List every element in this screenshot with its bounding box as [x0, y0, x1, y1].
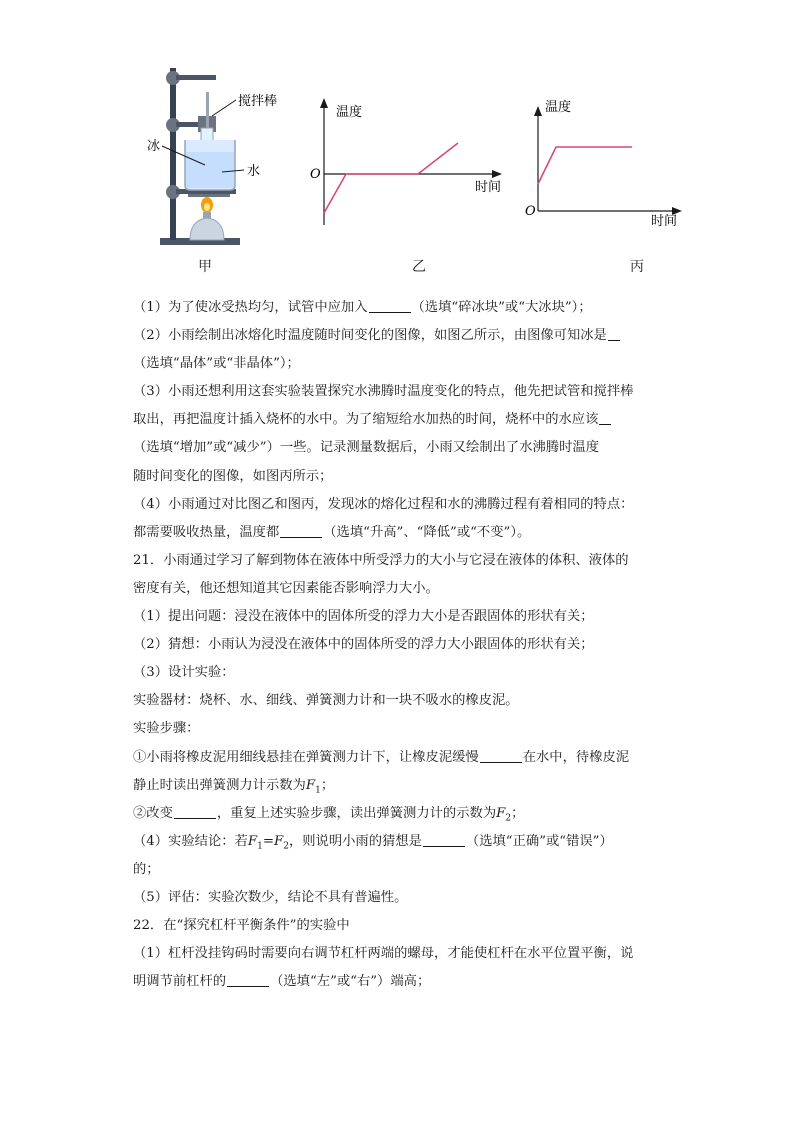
symbol-f: F [496, 805, 506, 821]
apparatus-drawing [160, 68, 244, 245]
graph-b-xlabel: 时间 [475, 180, 502, 195]
text-segment: （选填“碎冰块”或“大冰块”）； [411, 300, 592, 315]
subscript: 1 [315, 785, 321, 796]
answer-blank[interactable] [599, 410, 611, 425]
text-line-12 [133, 603, 673, 631]
answer-blank[interactable] [280, 523, 322, 538]
text-segment: （选填“晶体”或“非晶体”）； [133, 356, 300, 372]
water-label: 水 [247, 164, 261, 179]
question-text [133, 294, 673, 996]
text-line-1 [133, 294, 673, 322]
symbol-f: F [247, 833, 258, 849]
text-segment: 取出，再把温度计插入烧杯的水中。为了缩短给水加热的时间，烧杯中的水应该 [133, 412, 599, 428]
answer-blank[interactable] [227, 972, 269, 987]
text-line-8 [133, 491, 673, 519]
text-segment: 在水中，待橡皮泥 [522, 749, 630, 765]
equals-sign: = [262, 833, 274, 849]
text-segment: 22．在“探究杠杆平衡条件”的实验中 [133, 918, 350, 934]
symbol-f: F [273, 833, 284, 849]
text-line-24 [133, 940, 673, 968]
text-line-14 [133, 659, 673, 687]
text-segment: （1）为了使冰受热均匀，试管中应加入 [133, 300, 368, 315]
graph-b-ylabel: 温度 [336, 105, 363, 120]
text-segment: ； [511, 805, 525, 821]
text-segment: 静止时读出弹簧测力计示数为 [133, 777, 306, 793]
text-line-2 [133, 322, 673, 350]
caption-bing: 丙 [630, 259, 644, 275]
text-segment: （选填“左”或“右”）端高； [270, 974, 431, 990]
graph-c-ylabel: 温度 [545, 100, 572, 115]
text-line-3 [133, 350, 673, 378]
symbol-f: F [305, 777, 316, 793]
text-segment: 明调节前杠杆的 [133, 974, 227, 990]
text-line-7 [133, 463, 673, 491]
subscript: 2 [505, 813, 512, 824]
stir-rod-label: 搅拌棒 [238, 94, 278, 109]
text-segment: （选填“增加”或“减少”）一些。记录测量数据后，小雨又绘制出了水沸腾时温度 [133, 440, 599, 456]
text-segment: （4）实验结论：若 [133, 833, 248, 849]
text-segment: （1）杠杆没挂钩码时需要向右调节杠杆两端的螺母，才能使杠杆在水平位置平衡，说 [133, 946, 634, 962]
text-segment: 随时间变化的图像，如图丙所示； [133, 468, 333, 484]
subscript: 1 [257, 841, 263, 852]
text-line-15 [133, 687, 673, 715]
answer-blank[interactable] [423, 832, 465, 847]
text-line-25 [133, 968, 673, 996]
text-line-23 [133, 912, 673, 940]
ice-label: 冰 [147, 139, 161, 154]
answer-blank[interactable] [174, 804, 216, 819]
text-line-17 [133, 744, 673, 772]
text-segment: ，重复上述实验步骤，读出弹簧测力计的示数为 [216, 805, 497, 821]
text-line-16 [133, 715, 673, 743]
graph-b-curve [324, 143, 458, 213]
text-segment: （2）猜想：小雨认为浸没在液体中的固体所受的浮力大小跟固体的形状有关； [133, 637, 594, 653]
text-line-13 [133, 631, 673, 659]
text-line-10 [133, 547, 673, 575]
text-line-9 [133, 519, 673, 547]
graph-c-origin: O [525, 204, 536, 219]
text-segment: （3）小雨还想利用这套实验装置探究水沸腾时温度变化的特点，他先把试管和搅拌棒 [133, 384, 634, 400]
caption-yi: 乙 [412, 259, 426, 275]
text-line-22 [133, 884, 673, 912]
text-segment: ，则说明小雨的猜想是 [288, 833, 422, 849]
text-segment: （选填“升高”、“降低”或“不变”）。 [323, 524, 531, 540]
text-segment: 的； [133, 861, 160, 877]
text-segment: 实验步骤： [133, 721, 200, 737]
text-line-20 [133, 828, 673, 856]
subscript: 2 [283, 841, 289, 852]
text-segment: 21．小雨通过学习了解到物体在液体中所受浮力的大小与它浸在液体的体积、液体的 [133, 552, 629, 568]
answer-blank[interactable] [480, 748, 522, 763]
text-segment: （3）设计实验： [133, 665, 235, 681]
text-segment: 实验器材：烧杯、水、细线、弹簧测力计和一块不吸水的橡皮泥。 [133, 693, 519, 709]
experiment-figure [0, 0, 800, 290]
text-segment: 密度有关，他还想知道其它因素能否影响浮力大小。 [133, 580, 439, 596]
text-line-18 [133, 772, 673, 800]
text-line-4 [133, 378, 673, 406]
text-line-5 [133, 406, 673, 434]
text-segment: ②改变 [133, 805, 173, 821]
text-line-19 [133, 800, 673, 828]
graph-b-origin: O [310, 167, 321, 182]
text-segment: （1）提出问题：浸没在液体中的固体所受的浮力大小是否跟固体的形状有关； [133, 609, 594, 625]
text-segment: （4）小雨通过对比图乙和图丙，发现冰的熔化过程和水的沸腾过程有着相同的特点： [133, 496, 634, 512]
text-line-11 [133, 575, 673, 603]
caption-jia: 甲 [198, 259, 212, 275]
graph-c-xlabel: 时间 [651, 214, 678, 229]
answer-blank[interactable] [369, 298, 411, 313]
text-segment: （选填“正确”或“错误”） [465, 833, 613, 849]
text-segment: 都需要吸收热量，温度都 [133, 524, 280, 540]
text-segment: （2）小雨绘制出冰熔化时温度随时间变化的图像，如图乙所示，由图像可知冰是 [133, 328, 607, 344]
graph-c-curve [538, 147, 632, 184]
text-segment: ①小雨将橡皮泥用细线悬挂在弹簧测力计下，让橡皮泥缓慢 [133, 749, 479, 765]
text-line-6 [133, 434, 673, 462]
answer-blank[interactable] [608, 326, 620, 341]
text-segment: ； [320, 777, 335, 793]
text-line-21 [133, 856, 673, 884]
graph-c [534, 106, 682, 215]
text-segment: （5）评估：实验次数少，结论不具有普遍性。 [133, 889, 408, 905]
